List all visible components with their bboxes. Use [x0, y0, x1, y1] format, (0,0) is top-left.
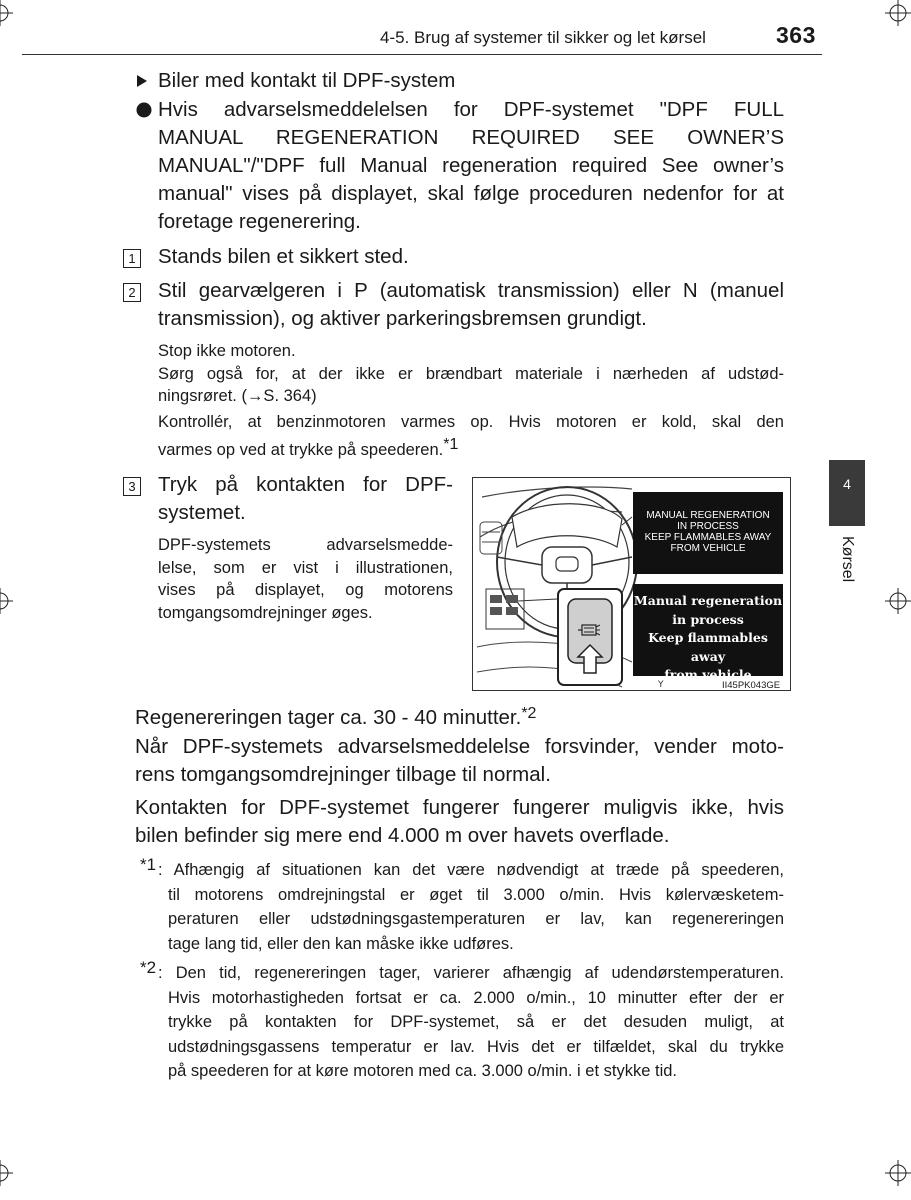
note-line: lelse, som er vist i illustrationen, [158, 558, 453, 577]
round-bullet-icon [136, 102, 152, 123]
paragraph-text: Regenereringen tager ca. 30 - 40 minutter. [135, 706, 522, 729]
note-line: Kontrollér, at benzinmotoren varmes op. Hvis motoren er kold, skal den [158, 413, 784, 431]
footnote-line: til motorens omdrejningstal er øget til 3.000 o/min. Hvis kølervæsketem- [168, 885, 784, 904]
crop-mark-mid-right [885, 588, 911, 614]
paragraph-line: systemet. [158, 501, 246, 524]
footnote-ref: *2 [521, 705, 537, 722]
message-line: Keep flammables away [648, 630, 768, 664]
note-line [158, 434, 784, 462]
section-title: 4-5. Brug af systemer til sikker og let kørsel [380, 28, 706, 47]
paragraph-line: MANUAL"/"DPF full Manual regeneration required See owner’s [158, 154, 784, 177]
chapter-number: 4 [843, 476, 851, 492]
crop-mark-top-left [0, 0, 13, 26]
message-line: FROM VEHICLE [670, 543, 746, 554]
step-note [158, 534, 453, 624]
step-number-box: 1 [123, 249, 141, 268]
footnote-line: Hvis motorhastigheden fortsat er ca. 2.000 o/min., 10 minutter efter der er [168, 988, 784, 1007]
chapter-label: Kørsel [839, 536, 856, 583]
paragraph-line: Stil gearvælgeren i P (automatisk transmission) eller N (manuel [158, 279, 784, 302]
message-line: in process [672, 611, 744, 627]
footnote [158, 961, 784, 1084]
paragraph-line: bilen befinder sig mere end 4.000 m over havets overflade. [135, 824, 670, 847]
illustration-code: II45PK043GE [722, 680, 781, 691]
paragraph-line: Hvis advarselsmeddelelsen for DPF-systemet "DPF FULL [158, 98, 784, 121]
chapter-tab [829, 460, 865, 526]
note-text: varmes op ved at trykke på speederen. [158, 440, 444, 459]
display-message-uppercase [633, 492, 783, 574]
note-line: DPF-systemets advarselsmedde- [158, 536, 453, 554]
footnote-mark: *1 [140, 855, 157, 874]
step-number-box: 3 [123, 477, 141, 496]
note-line: Sørg også for, at der ikke er brændbart materiale i nærheden af udstød- [158, 364, 784, 383]
step-text [158, 471, 453, 527]
paragraph-line: rens tomgangsomdrejninger tilbage til normal. [135, 763, 551, 786]
step-number-box: 2 [123, 283, 141, 302]
svg-text:Y: Y [658, 680, 664, 690]
warning-paragraph [158, 96, 784, 236]
message-line: Manual regeneration [633, 593, 783, 608]
page-number: 363 [776, 22, 816, 48]
paragraph [135, 733, 784, 789]
paragraph-line: Når DPF-systemets advarselsmeddelelse forsvinder, vender moto- [135, 735, 784, 758]
footnote-ref: *1 [443, 435, 459, 453]
message-line: MANUAL REGENERATION [646, 510, 770, 521]
note-line: Stop ikke motoren. [158, 342, 296, 360]
step-text [158, 277, 784, 333]
step-text: Stands bilen et sikkert sted. [158, 245, 409, 268]
paragraph-line: Kontakten for DPF-systemet fungerer fungerer muligvis ikke, hvis [135, 796, 784, 819]
step-note [158, 411, 784, 461]
step-note [158, 340, 784, 408]
crop-mark-bottom-left [0, 1160, 13, 1186]
paragraph-line: transmission), og aktiver parkeringsbremsen grundigt. [158, 307, 647, 330]
footnote [158, 858, 784, 956]
footnote-line: tage lang tid, eller den kan måske ikke udføres. [168, 934, 514, 953]
header-rule [22, 54, 822, 55]
footnote-line: på speederen for at køre motoren med ca. 3.000 o/min. i et stykke tid. [168, 1062, 678, 1080]
footnote-line: : Afhængig af situationen kan det være nødvendigt at træde på speederen, [158, 861, 784, 879]
paragraph [135, 794, 784, 850]
section-heading: Biler med kontakt til DPF-system [158, 69, 456, 92]
paragraph-line: foretage regenerering. [158, 210, 361, 233]
message-line: IN PROCESS [677, 521, 739, 532]
note-line: vises på displayet, og motorens [158, 581, 453, 599]
footnote-line: udstødningsgassens temperatur er lav. Hvis det er tilfældet, skal du trykke [168, 1037, 784, 1056]
display-message-mixedcase [633, 584, 783, 682]
crop-mark-top-right [885, 0, 911, 26]
arrow-bullet-icon [136, 74, 148, 93]
footnote-line: trykke på kontakten for DPF-systemet, så er det desuden muligt, at [168, 1013, 784, 1031]
footnote-line: peraturen eller udstødningsgastemperaturen er lav, kan regenereringen [168, 910, 784, 928]
paragraph-line: Tryk på kontakten for DPF- [158, 473, 453, 496]
note-line: tomgangsomdrejninger øges. [158, 603, 373, 622]
footnote-line: : Den tid, regenereringen tager, varierer afhængig af udendørstemperaturen. [158, 964, 784, 982]
footnote-mark: *2 [140, 958, 157, 977]
message-line: from vehicle [664, 667, 752, 682]
paragraph-line: manual" vises på displayet, skal følge proceduren nedenfor for at [158, 182, 784, 205]
note-line: ningsrøret. (→S. 364) [158, 387, 317, 405]
regen-time-paragraph [135, 700, 536, 732]
crop-mark-bottom-right [885, 1160, 911, 1186]
crop-mark-mid-left [0, 588, 13, 614]
paragraph-line: MANUAL REGENERATION REQUIRED SEE OWNER’S [158, 126, 784, 149]
message-line: KEEP FLAMMABLES AWAY [644, 532, 772, 543]
